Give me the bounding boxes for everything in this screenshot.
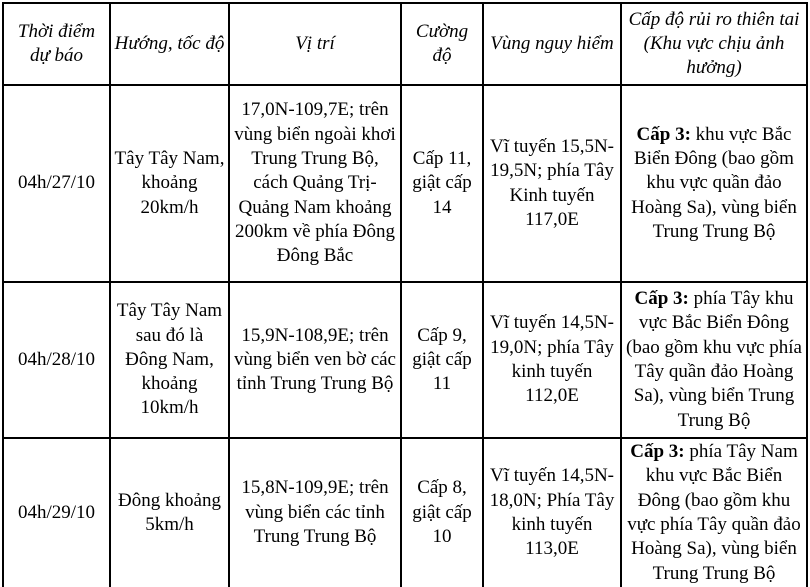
forecast-time-cell: 04h/28/10 [3,282,110,438]
intensity-cell: Cấp 11, giật cấp 14 [401,85,483,282]
intensity-cell: Cấp 9, giật cấp 11 [401,282,483,438]
direction-speed-cell: Tây Tây Nam sau đó là Đông Nam, khoảng 10km/h [110,282,229,438]
position-cell: 15,8N-109,9E; trên vùng biển các tỉnh Trung Trung Bộ [229,438,401,587]
risk-level-text: khu vực Bắc Biển Đông (bao gồm khu vực quần đảo Hoàng Sa), vùng biển Trung Trung Bộ [631,123,797,242]
risk-level-label: Cấp 3: [634,288,689,310]
risk-level-cell [621,85,807,282]
direction-speed-cell: Đông khoảng 5km/h [110,438,229,587]
risk-level-label: Cấp 3: [630,441,685,462]
forecast-time-cell: 04h/29/10 [3,438,110,587]
danger-zone-cell: Vĩ tuyến 14,5N-19,0N; phía Tây kinh tuyến 112,0E [483,282,621,438]
danger-zone-cell: Vĩ tuyến 14,5N-18,0N; Phía Tây kinh tuyến 113,0E [483,438,621,587]
forecast-time-cell: 04h/27/10 [3,85,110,282]
risk-level-cell [621,282,807,438]
header-forecast-time: Thời điểm dự báo [3,3,110,85]
danger-zone-cell: Vĩ tuyến 15,5N-19,5N; phía Tây Kinh tuyến 117,0E [483,85,621,282]
risk-level-text: phía Tây Nam khu vực Bắc Biển Đông (bao gồm khu vực phía Tây quần đảo Hoàng Sa), vùng biển Trung Trung Bộ [627,441,801,584]
risk-level-cell [621,438,807,587]
risk-level-label: Cấp 3: [636,123,691,145]
table-row [3,438,807,587]
forecast-table [2,2,808,587]
direction-speed-cell: Tây Tây Nam, khoảng 20km/h [110,85,229,282]
table-row [3,85,807,282]
header-position: Vị trí [229,3,401,85]
header-danger-zone: Vùng nguy hiểm [483,3,621,85]
table-row [3,282,807,438]
header-risk-level: Cấp độ rủi ro thiên tai (Khu vực chịu ảnh hưởng) [621,3,807,85]
header-direction-speed: Hướng, tốc độ [110,3,229,85]
header-intensity: Cường độ [401,3,483,85]
position-cell: 17,0N-109,7E; trên vùng biển ngoài khơi Trung Trung Bộ, cách Quảng Trị-Quảng Nam khoảng 200km về phía Đông Đông Bắc [229,85,401,282]
risk-level-text: phía Tây khu vực Bắc Biển Đông (bao gồm khu vực phía Tây quần đảo Hoàng Sa), vùng biển Trung Trung Bộ [626,288,802,431]
header-row [3,3,807,85]
position-cell: 15,9N-108,9E; trên vùng biển ven bờ các tỉnh Trung Trung Bộ [229,282,401,438]
intensity-cell: Cấp 8, giật cấp 10 [401,438,483,587]
